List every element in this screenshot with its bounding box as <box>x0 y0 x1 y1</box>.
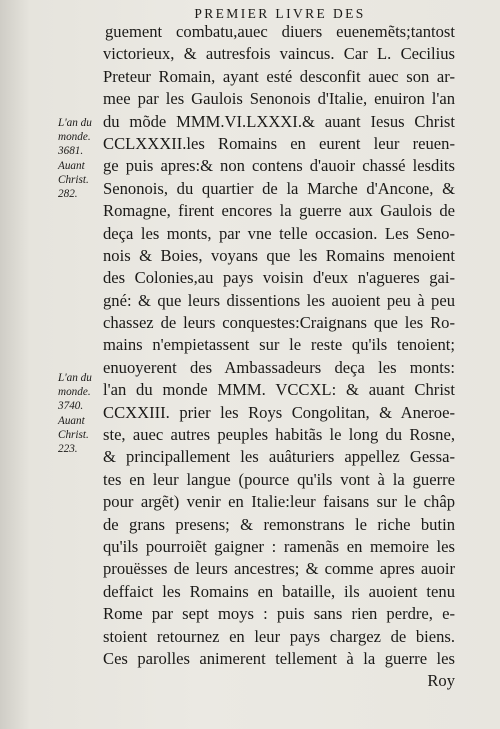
text-line: victorieux, & autresfois vaincus. Car L. Cecilius <box>103 44 455 64</box>
text-line: qu'ils pourroiẽt gaigner : ramenãs en memoire les <box>103 536 455 556</box>
margin-note-line: L'an du <box>58 372 92 384</box>
catchword: Roy <box>427 671 455 691</box>
text-line: de grans presens; & remonstrans le riche butin <box>103 514 455 534</box>
text-line: deffaict les Romains en bataille, ils auoient tenu <box>103 581 455 601</box>
margin-note-line: 282. <box>58 188 78 201</box>
margin-note-line: 3681. <box>58 145 84 158</box>
text-line: Rome par sept moys : puis sans rien perdre, e- <box>103 604 455 624</box>
text-line: & principallement les auâturiers appellez Gessa- <box>103 447 455 467</box>
margin-note-line: monde. <box>58 386 91 399</box>
text-line: des Colonies,au pays voisin d'eux n'agueres gai- <box>103 268 455 288</box>
margin-note-line: 3740. <box>58 400 84 413</box>
text-line: ge puis apres:& non contens d'auoir chassé lesdits <box>103 156 455 176</box>
margin-note-line: Christ. <box>58 428 89 441</box>
margin-note-line: 223. <box>58 443 78 456</box>
text-line: CCLXXXII.les Romains en eurent leur reuen- <box>103 133 455 153</box>
text-line: prouësses de leurs ancestres; & comme apres auoir <box>103 559 455 579</box>
text-line: nois & Boies, voyans que les Romains menoient <box>103 245 455 265</box>
text-line: mains n'empietassent sur le reste qu'ils tenoient; <box>103 335 455 355</box>
text-line: Preteur Romain, ayant esté desconfit auec son ar- <box>103 66 455 86</box>
text-line: du mõde MMM.VI.LXXXI.& auant Iesus Christ <box>103 111 455 131</box>
text-line: deça les monts, par vne telle occasion. Les Seno- <box>103 223 455 243</box>
margin-note-line: Auant <box>58 414 85 427</box>
margin-note-line: monde. <box>58 131 91 144</box>
text-line: pour argẽt) venir en Italie:leur faisans sur le châp <box>103 492 455 512</box>
margin-note-2 <box>58 371 106 456</box>
text-line: stoient retournez en leur pays chargez de biens. <box>103 626 455 646</box>
text-line: l'an du monde MMM. VCCXL: & auant Christ <box>103 380 455 400</box>
text-line: enuoyerent des Ambassadeurs deça les monts: <box>103 357 455 377</box>
margin-note-1 <box>58 116 106 201</box>
text-line: ste, auec autres peuples habitãs le long du Rosne, <box>103 425 455 445</box>
running-header: PREMIER LIVRE DES <box>194 6 366 21</box>
text-line: chassez de leurs conquestes:Craignans que les Ro- <box>103 313 455 333</box>
body-text <box>103 21 455 693</box>
text-line: guement combatu,auec diuers euenemẽts;tantost <box>105 22 455 41</box>
text-line: Romagne, firent encores la guerre aux Gaulois de <box>103 201 455 221</box>
text-line: mee par les Gaulois Senonois d'Italie, enuiron l'an <box>103 89 455 109</box>
margin-note-line: Christ. <box>58 173 89 186</box>
margin-note-line: Auant <box>58 159 85 172</box>
text-line: tes en leur langue (pource qu'ils vont à la guerre <box>103 469 455 489</box>
text-line: CCXXIII. prier les Roys Congolitan, & Aneroe- <box>103 402 455 422</box>
text-line: gné: & que leurs dissentions les auoient peu à peu <box>103 290 455 310</box>
margin-note-line: L'an du <box>58 117 92 129</box>
text-line: Ces parolles animerent tellement à la guerre les <box>103 648 455 668</box>
text-line: Senonois, du quartier de la Marche d'Ancone, & <box>103 178 455 198</box>
